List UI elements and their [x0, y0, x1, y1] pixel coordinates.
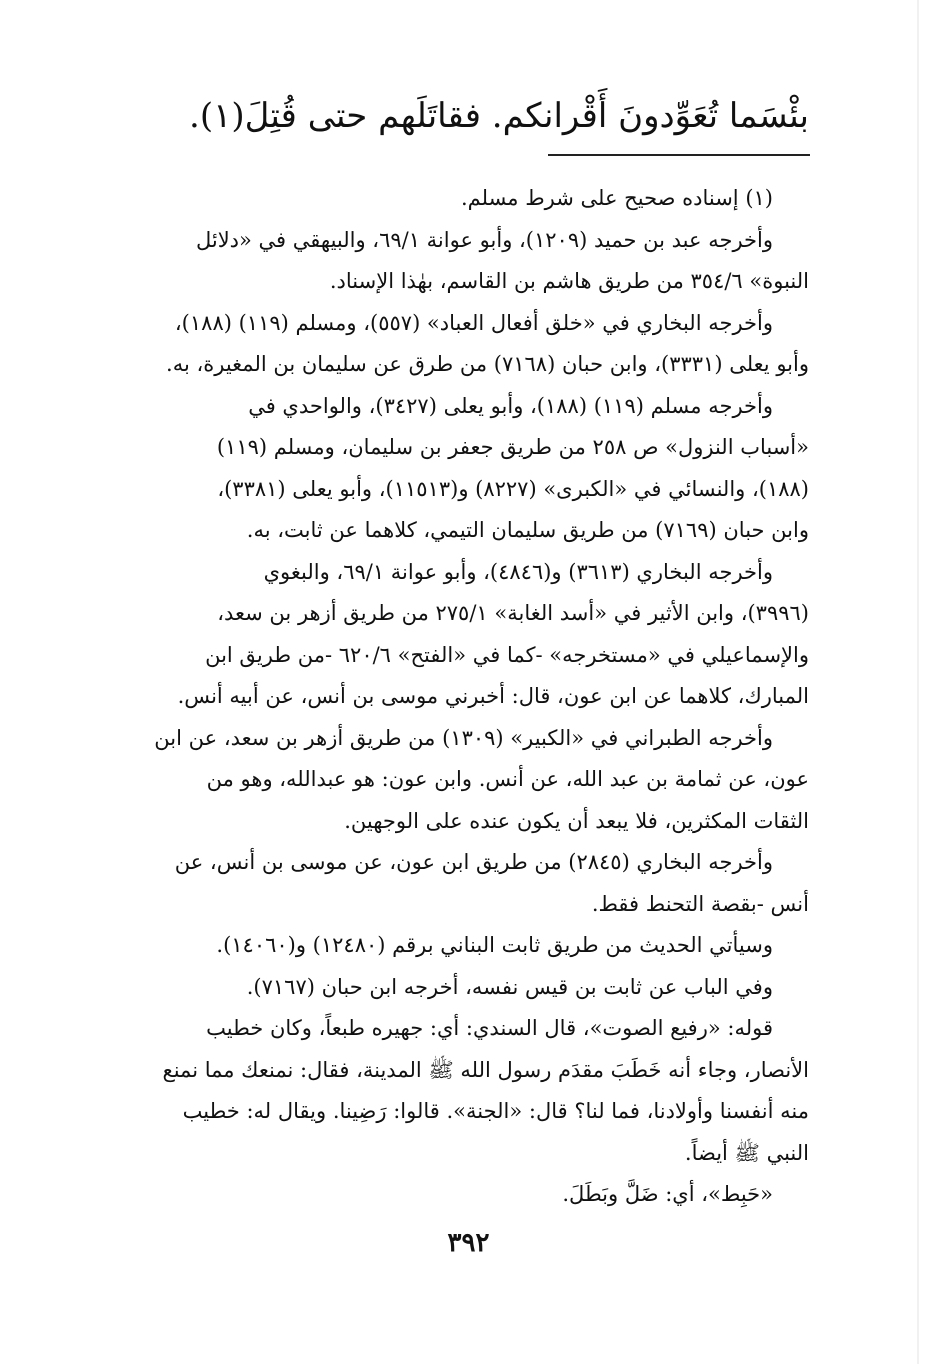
footnote-paragraph	[105, 386, 809, 552]
footnote-line: الثقات المكثرين، فلا يبعد أن يكون عنده على الوجهين.	[344, 808, 809, 833]
footnote-line: النبوة» ٣٥٤/٦ من طريق هاشم بن القاسم، بهٰذا الإسناد.	[329, 269, 809, 293]
footnote-paragraph	[105, 1008, 809, 1174]
footnote-line: وأخرجه الطبراني في «الكبير» (١٣٠٩) من طريق أزهر بن سعد، عن ابن	[154, 725, 773, 750]
footnote-line: (١٨٨)، والنسائي في «الكبرى» (٨٢٢٧) و(١١٥١٣)، وأبو يعلى (٣٣٨١)،	[217, 476, 809, 501]
scan-edge-mark	[917, 0, 919, 1364]
footnote-line: وأخرجه البخاري (٣٦١٣) و(٤٨٤٦)، وأبو عوانة ٦٩/١، والبغوي	[263, 559, 773, 584]
footnote-paragraph	[105, 552, 809, 718]
footnote-paragraph	[105, 925, 809, 967]
footnote-line: عون، عن ثمامة بن عبد الله، عن أنس. وابن عون: هو عبدالله، وهو من	[206, 767, 809, 791]
footnote-line: منه أنفسنا وأولادنا، فما لنا؟ قال: «الجنة». قالوا: رَضِينا. ويقال له: خطيب	[182, 1099, 809, 1123]
footnote-line: أنس -بقصة التحنط فقط.	[591, 891, 809, 916]
page-number: ٣٩٢	[447, 1228, 490, 1258]
footnote-line: وفي الباب عن ثابت بن قيس نفسه، أخرجه ابن حبان (٧١٦٧).	[246, 974, 773, 999]
footnote-line: وأخرجه البخاري في «خلق أفعال العباد» (٥٥٧)، ومسلم (١١٩) (١٨٨)،	[174, 310, 773, 335]
footnote-paragraph	[105, 220, 809, 303]
footnote-line: (٣٩٩٦)، وابن الأثير في «أسد الغابة» ٢٧٥/١ من طريق أزهر بن سعد،	[217, 601, 809, 625]
footnote-line: «حَبِط»، أي: ضَلَّ وبَطَلَ.	[562, 1182, 773, 1206]
footnotes-section	[105, 178, 809, 1216]
footnote-line: النبي ﷺ أيضاً.	[684, 1140, 809, 1165]
footnote-line: وأخرجه البخاري (٢٨٤٥) من طريق ابن عون، عن موسى بن أنس، عن	[174, 850, 773, 874]
footnote-line: المبارك، كلاهما عن ابن عون، قال: أخبرني موسى بن أنس، عن أبيه أنس.	[177, 684, 809, 708]
footnote-line: وأبو يعلى (٣٣٣١)، وابن حبان (٧١٦٨) من طرق عن سليمان بن المغيرة، به.	[166, 352, 809, 376]
footnote-paragraph	[105, 842, 809, 925]
footnote-paragraph	[105, 718, 809, 843]
footnote-line: «أسباب النزول» ص ٢٥٨ من طريق جعفر بن سليمان، ومسلم (١١٩)	[216, 435, 809, 459]
footnote-paragraph	[105, 303, 809, 386]
main-text-line: بئْسَما تُعَوِّدونَ أَقْرانكم. فقاتَلَهم حتى قُتِلَ(١).	[189, 96, 809, 136]
footnote-paragraph	[105, 967, 809, 1009]
footnote-line: وأخرجه مسلم (١١٩) (١٨٨)، وأبو يعلى (٣٤٢٧)، والواحدي في	[248, 393, 773, 418]
footnote-line: وسيأتي الحديث من طريق ثابت البناني برقم (١٢٤٨٠) و(١٤٠٦٠).	[216, 933, 773, 957]
footnote-line: وأخرجه عبد بن حميد (١٢٠٩)، وأبو عوانة ٦٩/١، والبيهقي في «دلائل	[195, 227, 773, 252]
footnote-line: والإسماعيلي في «مستخرجه» -كما في «الفتح» ٦٢٠/٦ -من طريق ابن	[205, 642, 809, 667]
footnote-line: (١) إسناده صحيح على شرط مسلم.	[460, 186, 773, 210]
footnote-paragraph	[105, 1174, 809, 1216]
footnote-line: الأنصار، وجاء أنه خَطَبَ مقدَم رسول الله ﷺ المدينة، فقال: نمنعك مما نمنع	[162, 1057, 809, 1082]
footnote-paragraph	[105, 178, 809, 220]
footnote-line: قوله: «رفيع الصوت»، قال السندي: أي: جهيره طبعاً، وكان خطيب	[206, 1016, 773, 1040]
footnote-line: وابن حبان (٧١٦٩) من طريق سليمان التيمي، كلاهما عن ثابت، به.	[246, 518, 809, 542]
footnote-separator-rule	[548, 154, 810, 156]
